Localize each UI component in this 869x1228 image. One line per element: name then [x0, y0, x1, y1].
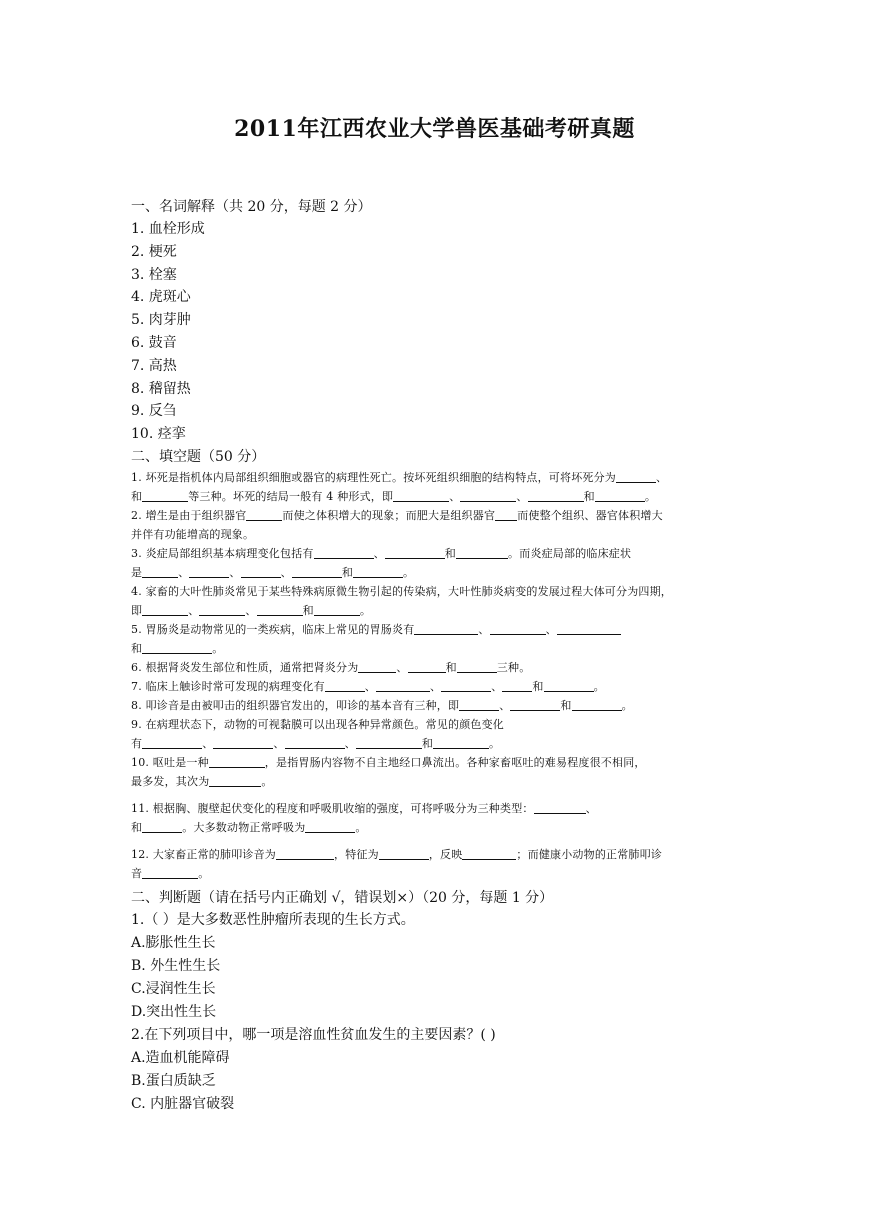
term-item: 5. 肉芽肿 [131, 312, 191, 329]
exam-content [131, 196, 741, 1116]
fill-question-7: 7. 临床上触诊时常可发现的病理变化有 、 、 、 和 。 [131, 679, 605, 693]
fill-question-9: 9. 在病理状态下，动物的可视黏膜可以出现各种异常颜色。常见的颜色变化 [131, 717, 504, 731]
fill-question-4-cont: 即 、 、 和 。 [131, 603, 372, 617]
choice-option: D.突出性生长 [131, 1003, 217, 1020]
fill-question-3-cont: 是 、 、 、 和 。 [131, 565, 415, 579]
term-item: 6. 鼓音 [131, 334, 177, 351]
term-item: 9. 反刍 [131, 403, 177, 420]
choice-option: B. 外生性生长 [131, 957, 221, 974]
term-item: 8. 稽留热 [131, 380, 191, 397]
choice-option: A.膨胀性生长 [131, 934, 216, 951]
choice-option: C.浸润性生长 [131, 980, 216, 997]
choice-question-2: 2.在下列项目中，哪一项是溶血性贫血发生的主要因素？( ) [131, 1026, 496, 1043]
fill-question-5: 5. 胃肠炎是动物常见的一类疾病，临床上常见的胃肠炎有 、 、 [131, 620, 741, 639]
fill-question-5-cont: 和 。 [131, 641, 224, 655]
choice-question-1: 1.（ ）是大多数恶性肿瘤所表现的生长方式。 [131, 911, 415, 928]
term-item: 2. 梗死 [131, 243, 177, 260]
choice-option: C. 内脏器官破裂 [131, 1095, 235, 1112]
fill-question-1: 1. 坏死是指机体内局部组织细胞或器官的病理性死亡。按坏死组织细胞的结构特点，可将坏死分为 、 [131, 470, 668, 484]
term-item: 3. 栓塞 [131, 266, 177, 283]
section-heading-terms: 一、名词解释（共 20 分，每题 2 分） [131, 199, 372, 215]
fill-question-2: 2. 增生是由于组织器官 而使之体积增大的现象；而肥大是组织器官 而使整个组织、器官体积增大 [131, 508, 663, 522]
fill-question-11: 11. 根据胸、腹壁起伏变化的程度和呼吸肌收缩的强度，可将呼吸分为三种类型： 、 [131, 801, 597, 815]
fill-question-1-cont: 和 等三种。坏死的结局一般有 4 种形式，即 、 、 和 。 [131, 489, 657, 503]
term-item: 1. 血栓形成 [131, 221, 205, 237]
fill-question-2-cont: 并伴有功能增高的现象。 [131, 527, 255, 541]
fill-question-12: 12. 大家畜正常的肺叩诊音为 ，特征为 ，反映 ；而健康小动物的正常肺叩诊 [131, 847, 663, 861]
section-heading-judge: 二、判断题（请在括号内正确划 √，错误划×）（20 分，每题 1 分） [131, 889, 554, 906]
choice-option: A.造血机能障碍 [131, 1049, 230, 1066]
fill-question-4: 4. 家畜的大叶性肺炎常见于某些特殊病原微生物引起的传染病，大叶性肺炎病变的发展过程大体可分为四期， [131, 584, 672, 598]
section-heading-fill: 二、填空题（50 分） [131, 448, 266, 465]
fill-question-6: 6. 根据肾炎发生部位和性质，通常把肾炎分为 、 和 三种。 [131, 660, 531, 674]
term-item: 10. 痉挛 [131, 426, 186, 443]
fill-question-10: 10. 呕吐是一种 ，是指胃肠内容物不自主地经口鼻流出。各种家畜呕吐的难易程度很不相同， [131, 755, 646, 769]
fill-question-8: 8. 叩诊音是由被叩击的组织器官发出的，叩诊的基本音有三种，即 、 和 。 [131, 698, 633, 712]
choice-option: B.蛋白质缺乏 [131, 1072, 216, 1089]
fill-question-11-cont: 和 。大多数动物正常呼吸为 。 [131, 820, 367, 834]
term-item: 4. 虎斑心 [131, 289, 191, 306]
page-title: 2011年江西农业大学兽医基础考研真题 [234, 116, 635, 142]
term-item: 7. 高热 [131, 357, 177, 374]
fill-question-10-cont: 最多发，其次为 。 [131, 774, 273, 788]
fill-question-12-cont: 音 。 [131, 866, 210, 880]
fill-question-3: 3. 炎症局部组织基本病理变化包括有 、 和 。而炎症局部的临床症状 [131, 546, 632, 560]
fill-question-9-cont: 有 、 、 、 和 。 [131, 736, 501, 750]
